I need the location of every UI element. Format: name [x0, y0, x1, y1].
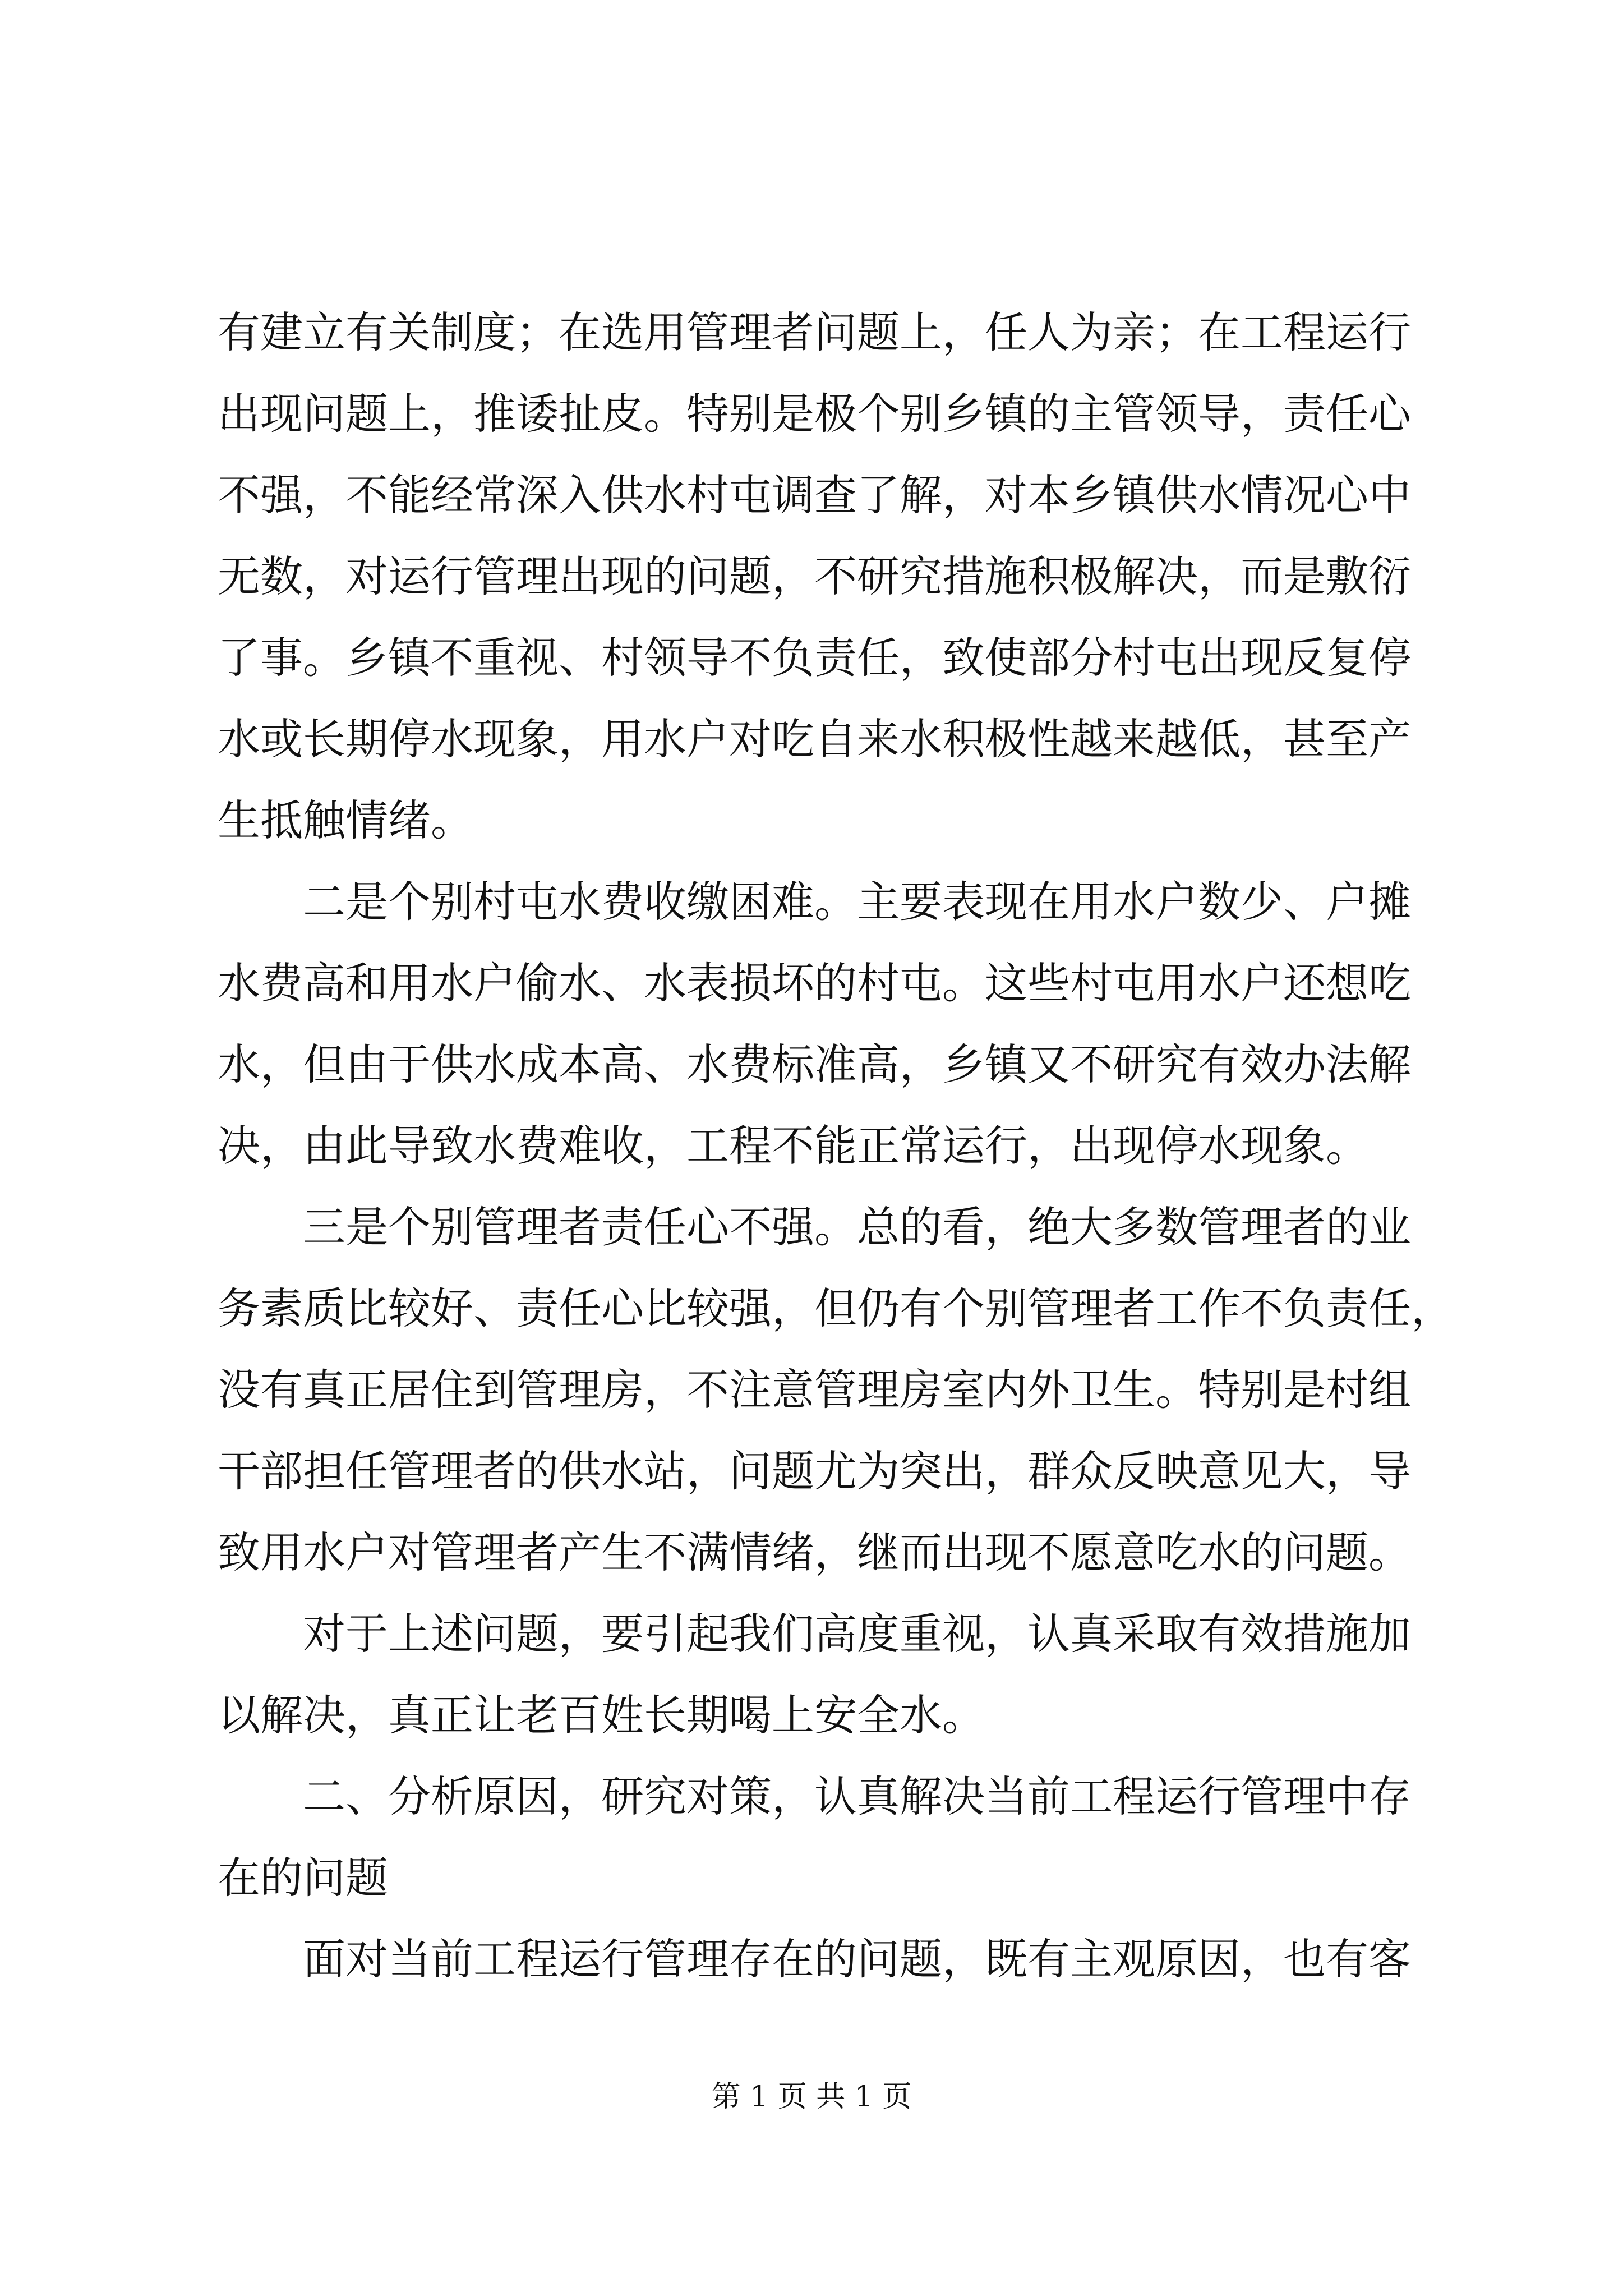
text-line: 以解决，真正让老百姓长期喝上安全水。 — [218, 1690, 985, 1740]
text-line: 三是个别管理者责任心不强。总的看，绝大多数管理者的业 — [303, 1202, 1411, 1252]
text-line: 决，由此导致水费难收，工程不能正常运行，出现停水现象。 — [218, 1121, 1368, 1171]
text-line: 没有真正居住到管理房，不注意管理房室内外卫生。特别是村组 — [218, 1365, 1411, 1415]
text-line: 务素质比较好、责任心比较强，但仍有个别管理者工作不负责任， — [218, 1283, 1454, 1333]
text-line: 水，但由于供水成本高、水费标准高，乡镇又不研究有效办法解 — [218, 1039, 1411, 1089]
text-line: 水费高和用水户偷水、水表损坏的村屯。这些村屯用水户还想吃 — [218, 958, 1411, 1008]
text-line: 生抵触情绪。 — [218, 795, 473, 845]
text-line: 二、分析原因，研究对策，认真解决当前工程运行管理中存 — [303, 1772, 1411, 1821]
text-line: 水或长期停水现象，用水户对吃自来水积极性越来越低，甚至产 — [218, 714, 1411, 764]
text-line: 在的问题 — [218, 1853, 388, 1903]
text-line: 面对当前工程运行管理存在的问题，既有主观原因，也有客 — [303, 1934, 1411, 1984]
text-line: 出现问题上，推诿扯皮。特别是极个别乡镇的主管领导，责任心 — [218, 389, 1411, 439]
text-line: 致用水户对管理者产生不满情绪，继而出现不愿意吃水的问题。 — [218, 1527, 1411, 1577]
page-number-footer: 第 1 页 共 1 页 — [711, 2080, 912, 2114]
text-line: 对于上述问题，要引起我们高度重视，认真采取有效措施加 — [303, 1609, 1411, 1659]
text-line: 无数，对运行管理出现的问题，不研究措施积极解决，而是敷衍 — [218, 551, 1411, 601]
text-line: 二是个别村屯水费收缴困难。主要表现在用水户数少、户摊 — [303, 877, 1411, 927]
text-line: 有建立有关制度；在选用管理者问题上，任人为亲；在工程运行 — [218, 307, 1411, 357]
document-body — [218, 292, 1454, 2000]
text-line: 干部担任管理者的供水站，问题尤为突出，群众反映意见大，导 — [218, 1446, 1411, 1496]
text-line: 不强，不能经常深入供水村屯调查了解，对本乡镇供水情况心中 — [218, 470, 1411, 520]
text-line: 了事。乡镇不重视、村领导不负责任，致使部分村屯出现反复停 — [218, 633, 1411, 683]
